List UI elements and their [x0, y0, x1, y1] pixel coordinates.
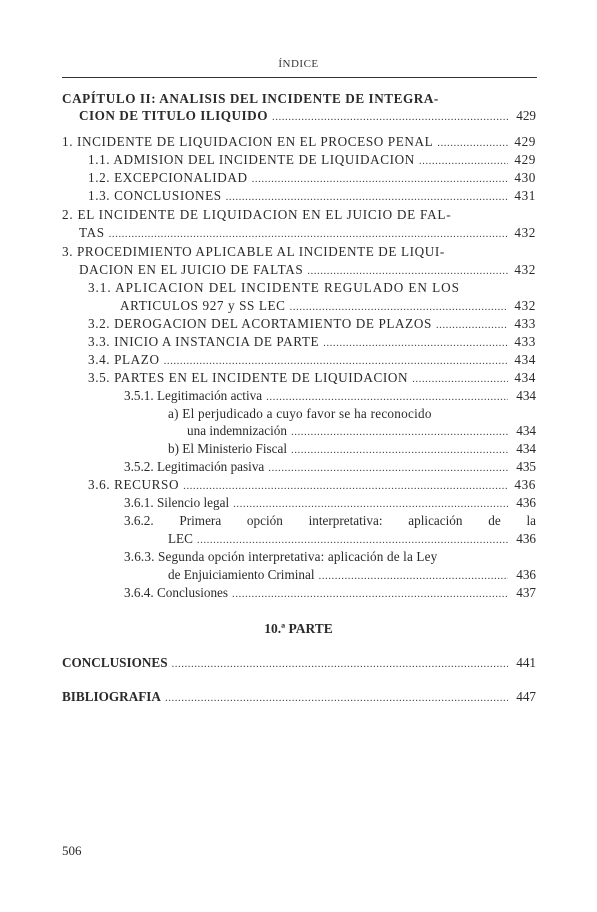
- toc-entry-3-5: [88, 369, 536, 388]
- word: Primera: [179, 513, 222, 528]
- part-heading: 10.ª PARTE: [264, 621, 333, 636]
- dot-leader: [233, 496, 508, 513]
- page-ref: 432: [514, 298, 536, 313]
- toc-entry-3-6-3-line1: 3.6.3. Segunda opción interpretativa: aplicación de la Ley: [124, 549, 438, 564]
- dot-leader: [272, 109, 508, 126]
- entry-label: 1.1. ADMISION DEL INCIDENTE DE LIQUIDACION: [88, 152, 415, 167]
- toc-entry-3-2: [88, 315, 536, 334]
- dot-leader: [232, 586, 508, 603]
- toc-entry-a-line1: a) El perjudicado a cuyo favor se ha reconocido: [168, 406, 432, 421]
- entry-label: 1.3. CONCLUSIONES: [88, 188, 222, 203]
- toc-entry-2: [79, 224, 536, 243]
- entry-label: DACION EN EL JUICIO DE FALTAS: [79, 262, 304, 277]
- page-ref: 435: [516, 459, 536, 474]
- page-ref: 432: [514, 225, 536, 240]
- entry-label: 3.5.2. Legitimación pasiva: [124, 459, 265, 474]
- entry-label: 1. INCIDENTE DE LIQUIDACION EN EL PROCESO PENAL: [62, 134, 434, 149]
- word: 3.6.2.: [124, 513, 154, 528]
- dot-leader: [268, 460, 508, 477]
- dot-leader: [252, 171, 508, 188]
- toc-entry-3-3: [88, 333, 536, 352]
- toc-entry-3-6-2-line1: [124, 512, 536, 529]
- toc-entry-1-2: [88, 169, 536, 188]
- entry-label: LEC: [168, 531, 193, 546]
- page-ref: 447: [516, 689, 536, 704]
- word: aplicación: [408, 513, 463, 528]
- entry-label: 3.6.1. Silencio legal: [124, 495, 230, 510]
- toc-entry-2-line1: 2. EL INCIDENTE DE LIQUIDACION EN EL JUICIO DE FAL-: [62, 207, 452, 222]
- chapter-title-line1: CAPÍTULO II: ANALISIS DEL INCIDENTE DE INTEGRA-: [62, 91, 439, 106]
- dot-leader: [437, 135, 508, 152]
- entry-label: 3.6. RECURSO: [88, 477, 180, 492]
- dot-leader: [290, 299, 508, 316]
- toc-entry-3-6-3: [168, 566, 536, 585]
- entry-label: BIBLIOGRAFIA: [62, 689, 161, 704]
- toc-entry-3-6-4: [124, 584, 536, 603]
- word: interpretativa:: [308, 513, 383, 528]
- word: la: [526, 513, 536, 528]
- toc-entry-3: [79, 261, 536, 280]
- dot-leader: [291, 442, 508, 459]
- toc-entry-b: [168, 440, 536, 459]
- entry-label: 3.5. PARTES EN EL INCIDENTE DE LIQUIDACION: [88, 370, 409, 385]
- entry-label: 1.2. EXCEPCIONALIDAD: [88, 170, 248, 185]
- page-ref: 437: [516, 585, 536, 600]
- word: opción: [246, 513, 283, 528]
- toc-entry-3-6-2: [168, 530, 536, 549]
- page-ref: 430: [514, 170, 536, 185]
- toc-entry-3-5-2: [124, 458, 536, 477]
- toc-entry-1-1: [88, 151, 536, 170]
- toc-entry-bibliografia: [62, 688, 536, 707]
- toc-entry-1-3: [88, 187, 536, 206]
- page-ref: 434: [514, 370, 536, 385]
- page-ref: 434: [516, 441, 536, 456]
- toc-entry-3-line1: 3. PROCEDIMIENTO APLICABLE AL INCIDENTE DE LIQUI-: [62, 244, 445, 259]
- entry-label: 3.6.4. Conclusiones: [124, 585, 229, 600]
- page-ref: 436: [514, 477, 536, 492]
- dot-leader: [319, 568, 509, 585]
- entry-label: b) El Ministerio Fiscal: [168, 441, 288, 456]
- entry-label: 3.4. PLAZO: [88, 352, 160, 367]
- dot-leader: [419, 153, 508, 170]
- entry-label: CONCLUSIONES: [62, 655, 168, 670]
- chapter-title-line2: CION DE TITULO ILIQUIDO: [79, 108, 268, 123]
- word: de: [488, 513, 501, 528]
- entry-label: TAS: [79, 225, 105, 240]
- dot-leader: [412, 371, 508, 388]
- dot-leader: [226, 189, 508, 206]
- page-ref: 441: [516, 655, 536, 670]
- dot-leader: [266, 389, 508, 406]
- toc-entry-3-6: [88, 476, 536, 495]
- toc-entry-3-5-1: [124, 387, 536, 406]
- dot-leader: [436, 317, 508, 334]
- entry-label: 3.2. DEROGACION DEL ACORTAMIENTO DE PLAZOS: [88, 316, 432, 331]
- running-header: ÍNDICE: [278, 58, 319, 70]
- toc-entry-a: [187, 422, 536, 441]
- page-ref: 434: [516, 423, 536, 438]
- toc-entry-1: [62, 133, 536, 152]
- entry-label: 3.5.1. Legitimación activa: [124, 388, 263, 403]
- page-ref: 431: [514, 188, 536, 203]
- page-ref: 433: [514, 334, 536, 349]
- page-ref: 429: [514, 152, 536, 167]
- entry-label: una indemnización: [187, 423, 287, 438]
- dot-leader: [165, 690, 508, 707]
- header-rule: [62, 77, 537, 78]
- page-ref: 436: [516, 495, 536, 510]
- toc-entry-3-6-1: [124, 494, 536, 513]
- page-ref: 433: [514, 316, 536, 331]
- page-number: 506: [62, 843, 82, 858]
- dot-leader: [183, 478, 508, 495]
- toc-entry-chapter: [79, 107, 536, 126]
- page-ref: 432: [514, 262, 536, 277]
- page-ref: 434: [516, 388, 536, 403]
- toc-entry-3-1-line1: 3.1. APLICACION DEL INCIDENTE REGULADO EN LOS: [88, 280, 460, 295]
- entry-label: 3.3. INICIO A INSTANCIA DE PARTE: [88, 334, 320, 349]
- page-ref: 436: [516, 567, 536, 582]
- dot-leader: [291, 424, 508, 441]
- entry-label: de Enjuiciamiento Criminal: [168, 567, 315, 582]
- page-ref: 434: [514, 352, 536, 367]
- dot-leader: [172, 656, 508, 673]
- page-ref: 436: [516, 531, 536, 546]
- dot-leader: [307, 263, 508, 280]
- dot-leader: [164, 353, 508, 370]
- dot-leader: [197, 532, 508, 549]
- dot-leader: [323, 335, 508, 352]
- toc-entry-conclusiones: [62, 654, 536, 673]
- entry-label: ARTICULOS 927 y SS LEC: [120, 298, 286, 313]
- page-ref: 429: [516, 108, 536, 123]
- toc-entry-3-1: [120, 297, 536, 316]
- page-ref: 429: [514, 134, 536, 149]
- dot-leader: [109, 226, 508, 243]
- toc-entry-3-4: [88, 351, 536, 370]
